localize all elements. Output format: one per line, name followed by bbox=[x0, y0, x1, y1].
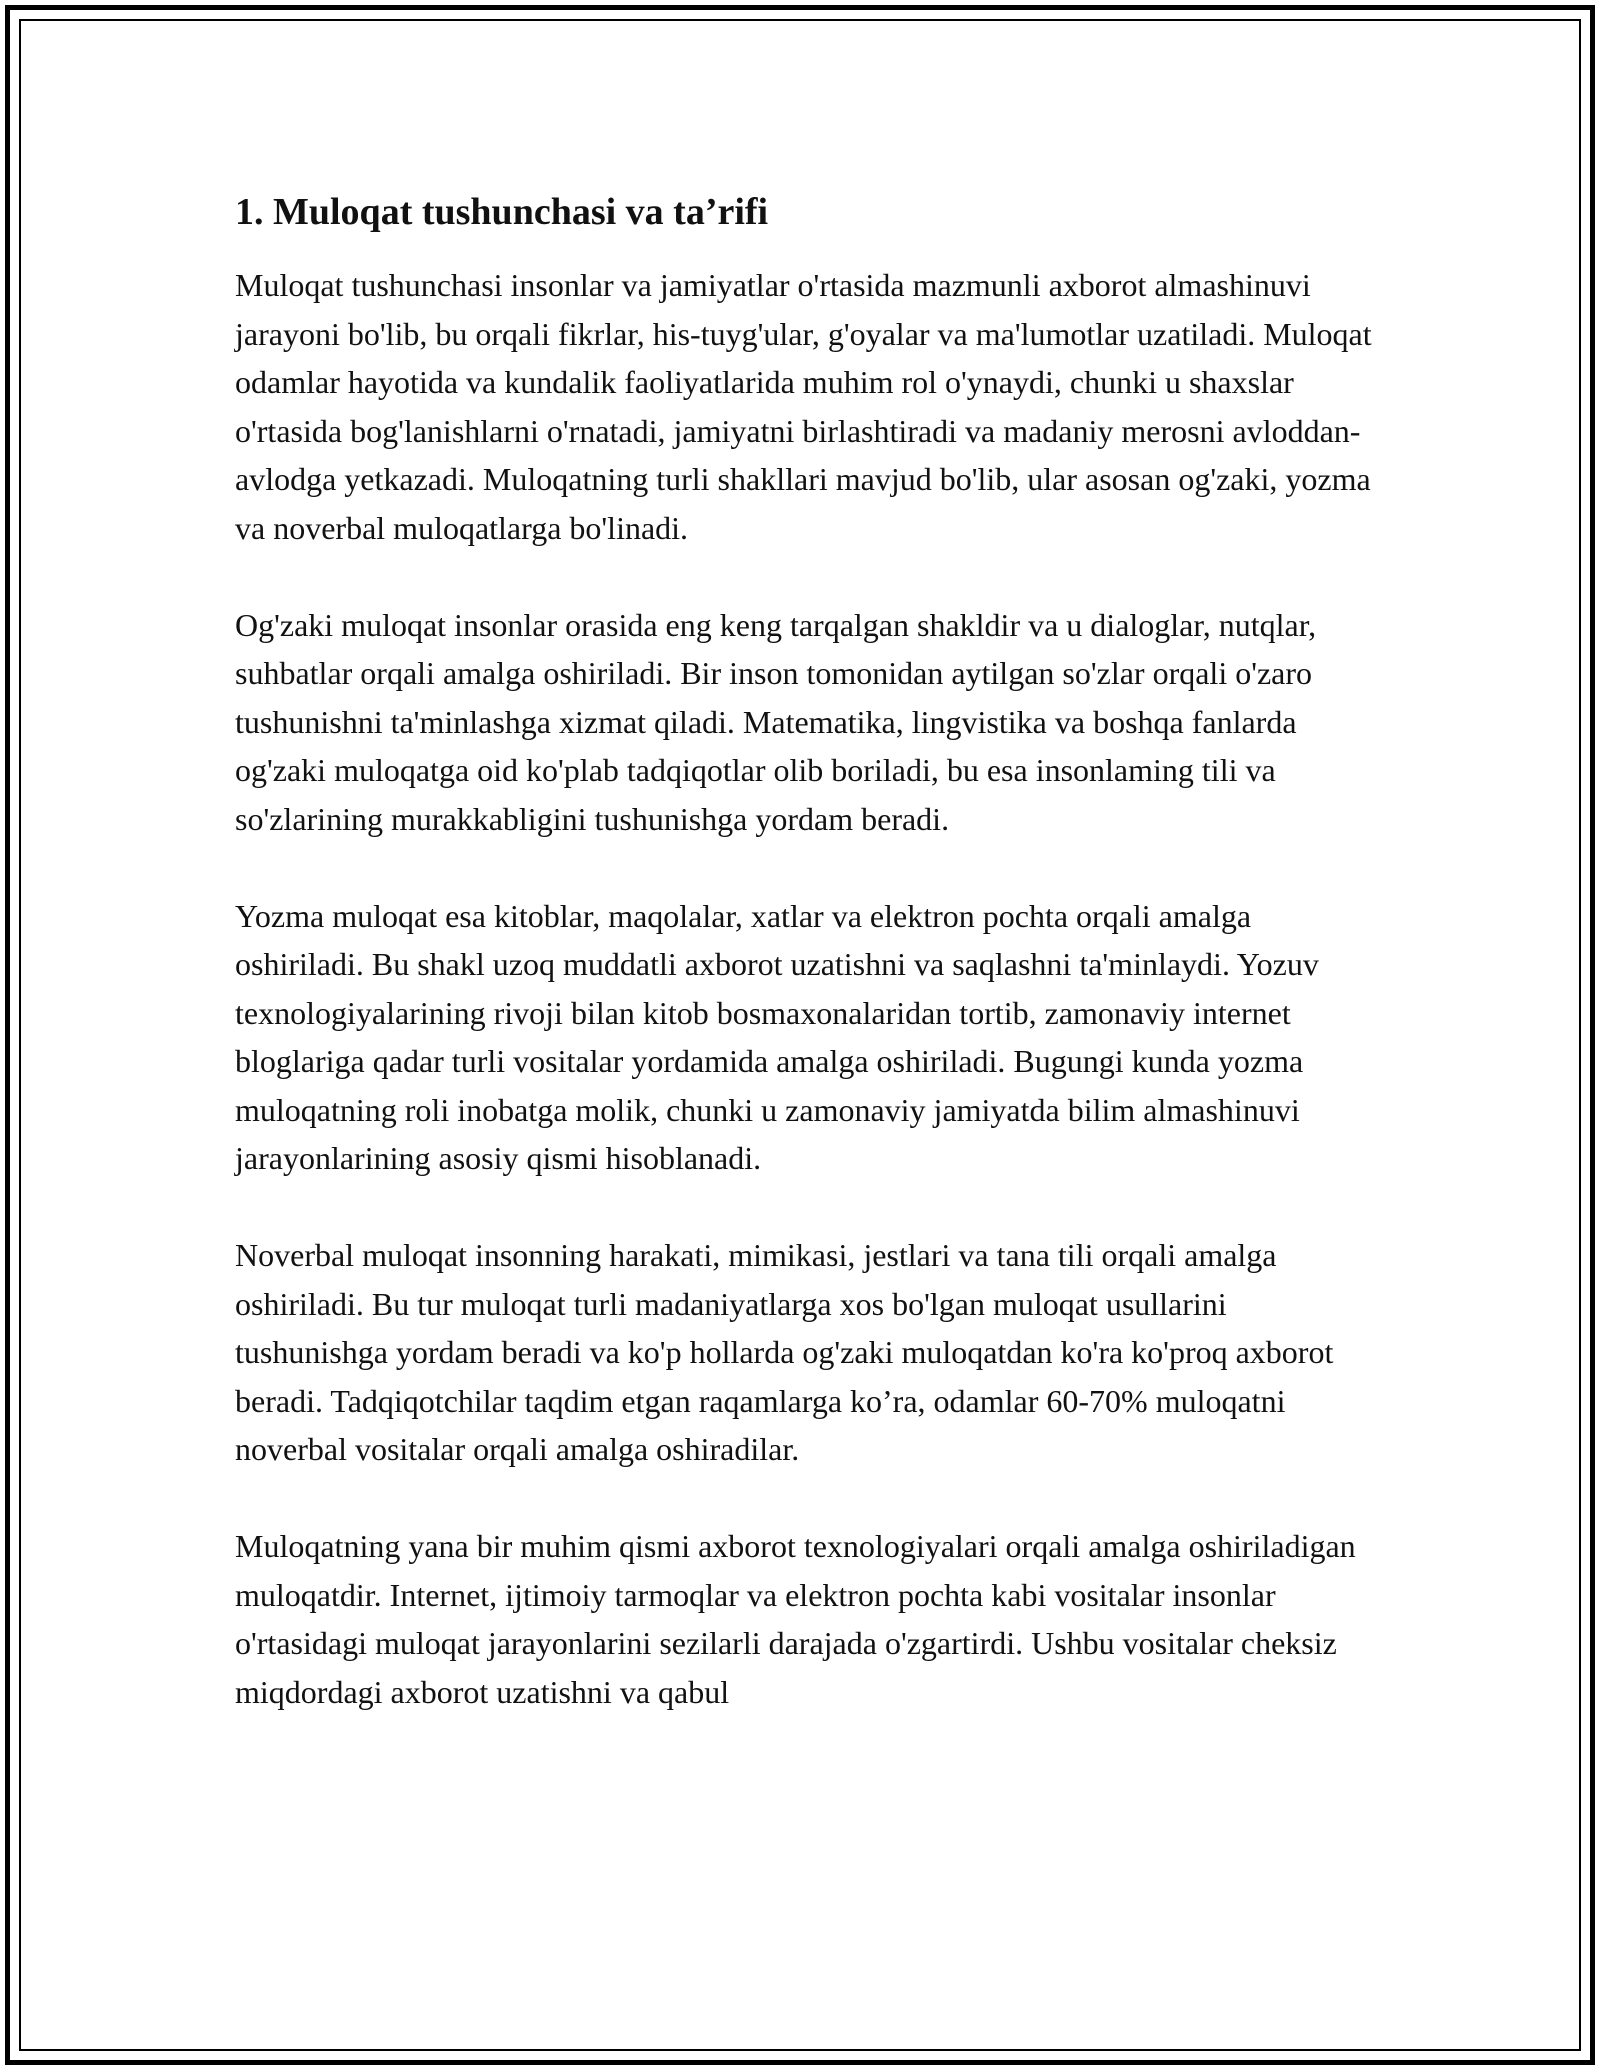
paragraph-digital-communication: Muloqatning yana bir muhim qismi axborot texnologiyalari orqali amalga oshiriladigan muloqatdir. Internet, ijtimoiy tarmoqlar va elektron pochta kabi vositalar insonlar o'rtasidagi muloqat jarayonlarini sezilarli darajada o'zgartirdi. Ushbu vositalar cheksiz miqdordagi axborot uzatishni va qabul bbox=[235, 1528, 1356, 1710]
section-heading: 1. Muloqat tushunchasi va ta’rifi bbox=[235, 191, 769, 233]
paragraph-intro: Muloqat tushunchasi insonlar va jamiyatlar o'rtasida mazmunli axborot almashinuvi jarayoni bo'lib, bu orqali fikrlar, his-tuyg'ular, g'oyalar va ma'lumotlar uzatiladi. Muloqat odamlar hayotida va kundalik faoliyatlarida muhim rol o'ynaydi, chunki u shaxslar o'rtasida bog'lanishlarni o'rnatadi, jamiyatni birlashtiradi va madaniy merosni avloddan-avlodga yetkazadi. Muloqatning turli shakllari mavjud bo'lib, ular asosan og'zaki, yozma va noverbal muloqatlarga bo'linadi. bbox=[235, 267, 1372, 546]
paragraph-nonverbal-communication: Noverbal muloqat insonning harakati, mimikasi, jestlari va tana tili orqali amalga oshiriladi. Bu tur muloqat turli madaniyatlarga xos bo'lgan muloqat usullarini tushunishga yordam beradi va ko'p hollarda og'zaki muloqatdan ko'ra ko'proq axborot beradi. Tadqiqotchilar taqdim etgan raqamlarga ko’ra, odamlar 60-70% muloqatni noverbal vositalar orqali amalga oshiradilar. bbox=[235, 1237, 1334, 1467]
document-body bbox=[235, 185, 1385, 1765]
paragraph-oral-communication: Og'zaki muloqat insonlar orasida eng keng tarqalgan shakldir va u dialoglar, nutqlar, suhbatlar orqali amalga oshiriladi. Bir inson tomonidan aytilgan so'zlar orqali o'zaro tushunishni ta'minlashga xizmat qiladi. Matematika, lingvistika va boshqa fanlarda og'zaki muloqatga oid ko'plab tadqiqotlar olib boriladi, bu esa insonlaming tili va so'zlarining murakkabligini tushunishga yordam beradi. bbox=[235, 606, 1317, 837]
paragraph-written-communication: Yozma muloqat esa kitoblar, maqolalar, xatlar va elektron pochta orqali amalga oshiriladi. Bu shakl uzoq muddatli axborot uzatishni va saqlashni ta'minlaydi. Yozuv texnologiyalarining rivoji bilan kitob bosmaxonalaridan tortib, zamonaviy internet bloglariga qadar turli vositalar yordamida amalga oshiriladi. Bugungi kunda yozma muloqatning roli inobatga molik, chunki u zamonaviy jamiyatda bilim almashinuvi jarayonlarining asosiy qismi hisoblanadi. bbox=[235, 897, 1319, 1176]
